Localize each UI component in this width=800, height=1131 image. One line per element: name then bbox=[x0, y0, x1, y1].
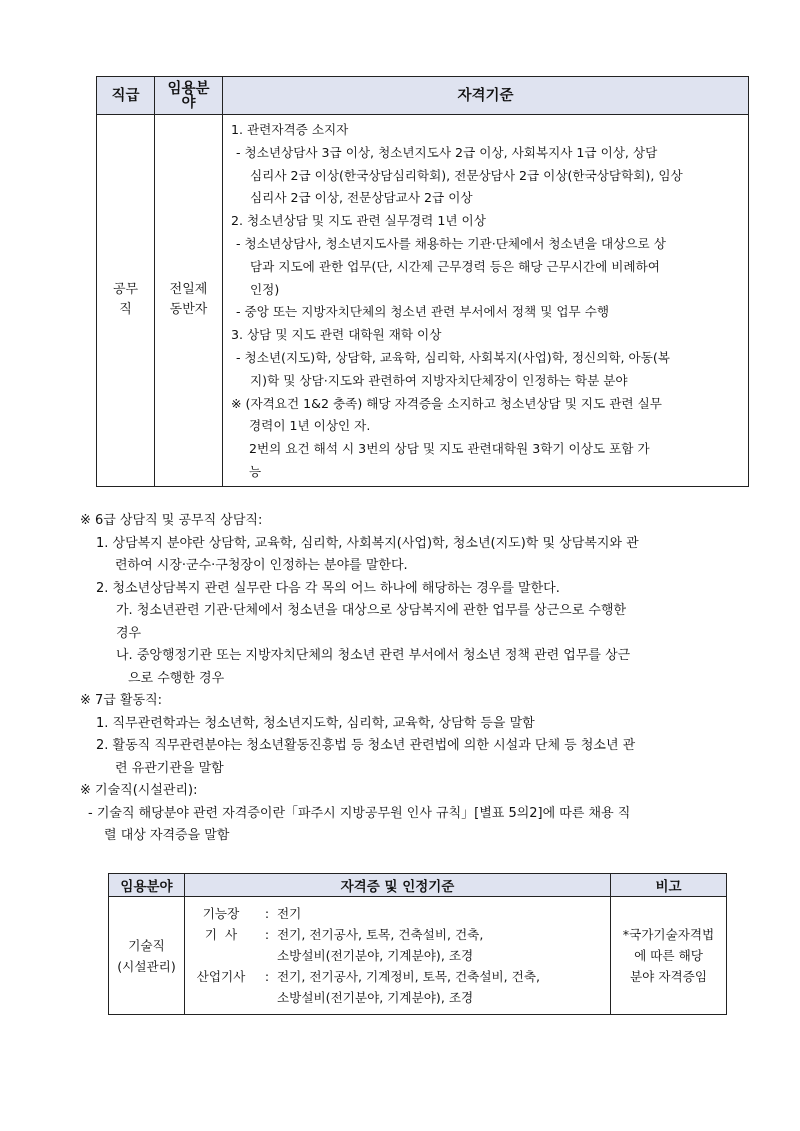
criteria-cell bbox=[223, 115, 749, 487]
cert-colon: : bbox=[264, 906, 270, 921]
note-heading: ※ 기술직(시설관리): bbox=[80, 783, 198, 798]
cert-fields: 전기 bbox=[277, 906, 302, 921]
cert-level bbox=[185, 945, 257, 966]
criteria-line: 능 bbox=[249, 463, 262, 479]
header-field-line2: 야 bbox=[181, 94, 196, 111]
note-heading: ※ 6급 상담직 및 공무직 상담직: bbox=[80, 513, 263, 528]
cert-row bbox=[185, 945, 610, 966]
header-criteria: 자격기준 bbox=[223, 77, 749, 115]
note-line: 경우 bbox=[116, 625, 142, 641]
criteria-line: 심리사 2급 이상, 전문상담교사 2급 이상 bbox=[250, 190, 473, 206]
note-line: 련하여 시장·군수·구청장이 인정하는 분야를 말한다. bbox=[115, 558, 408, 573]
cert-level: 산업기사 bbox=[196, 969, 246, 984]
header-remarks: 비고 bbox=[611, 874, 727, 897]
notes-section bbox=[80, 510, 740, 848]
note-heading: ※ 7급 활동직: bbox=[80, 693, 163, 708]
cert-row bbox=[185, 987, 610, 1008]
header-grade: 직급 bbox=[97, 77, 155, 115]
note-line: 2. 활동직 직무관련분야는 청소년활동진흥법 등 청소년 관련법에 의한 시설과 단체 등 청소년 관 bbox=[96, 738, 636, 753]
field-line2: (시설관리) bbox=[117, 958, 176, 974]
criteria-line: 1. 관련자격증 소지자 bbox=[231, 122, 349, 137]
header-certification: 자격증 및 인정기준 bbox=[185, 874, 611, 897]
grade-line2: 직 bbox=[119, 302, 132, 318]
remarks-line2: 에 따른 해당 bbox=[634, 948, 703, 963]
note-line: 나. 중앙행정기관 또는 지방자치단체의 청소년 관련 부서에서 청소년 정책 관련 업무를 상근 bbox=[116, 648, 631, 663]
grade-cell bbox=[97, 115, 155, 487]
criteria-line: 지)학 및 상담·지도와 관련하여 지방자치단체장이 인정하는 학분 분야 bbox=[250, 372, 628, 388]
remarks-line1: *국가기술자격법 bbox=[622, 927, 715, 942]
cert-fields: 전기, 전기공사, 토목, 건축설비, 건축, bbox=[277, 927, 484, 942]
cert-level: 기 사 bbox=[204, 927, 238, 942]
cert-level bbox=[185, 987, 257, 1008]
note-line: 련 유관기관을 말함 bbox=[115, 760, 224, 776]
field-line2: 동반자 bbox=[169, 302, 208, 318]
criteria-line: 2. 청소년상담 및 지도 관련 실무경력 1년 이상 bbox=[231, 213, 486, 229]
appointment-field-cell bbox=[109, 897, 185, 1015]
table-row bbox=[109, 897, 727, 1015]
grade-line1: 공무 bbox=[112, 282, 139, 298]
cert-row bbox=[185, 903, 610, 924]
note-line: 1. 직무관련학과는 청소년학, 청소년지도학, 심리학, 교육학, 상담학 등을 말함 bbox=[96, 715, 535, 731]
cert-level: 기능장 bbox=[202, 906, 240, 921]
qualification-table bbox=[96, 76, 749, 487]
note-line: 1. 상담복지 분야란 상담학, 교육학, 심리학, 사회복지(사업)학, 청소년(지도)학 및 상담복지와 관 bbox=[96, 535, 639, 551]
criteria-line: - 청소년(지도)학, 상담학, 교육학, 심리학, 사회복지(사업)학, 정신의학, 아동(복 bbox=[236, 349, 670, 365]
table-row bbox=[97, 115, 749, 487]
criteria-line: - 중앙 또는 지방자치단체의 청소년 관련 부서에서 정책 및 업무 수행 bbox=[236, 304, 610, 320]
certification-table-header bbox=[109, 874, 727, 897]
field-cell bbox=[155, 115, 223, 487]
note-line: - 기술직 해당분야 관련 자격증이란「파주시 지방공무원 인사 규칙」[별표 5의2]에 따른 채용 직 bbox=[88, 805, 631, 821]
cert-colon bbox=[257, 945, 277, 966]
remarks-line3: 분야 자격증임 bbox=[630, 969, 707, 984]
criteria-line: 담과 지도에 관한 업무(단, 시간제 근무경력 등은 해당 근무시간에 비례하여 bbox=[250, 258, 660, 274]
note-line: 렬 대상 자격증을 말함 bbox=[104, 828, 230, 843]
cert-fields: 소방설비(전기분야, 기계분야), 조경 bbox=[277, 990, 474, 1005]
field-line1: 전일제 bbox=[169, 282, 208, 298]
cert-row bbox=[185, 924, 610, 945]
criteria-line: 3. 상담 및 지도 관련 대학원 재학 이상 bbox=[231, 327, 442, 343]
criteria-line: 인정) bbox=[250, 281, 280, 297]
criteria-line: ※ (자격요건 1&2 충족) 해당 자격증을 소지하고 청소년상담 및 지도 관련 실무 bbox=[231, 395, 662, 411]
criteria-line: - 청소년상담사, 청소년지도사를 채용하는 기관·단체에서 청소년을 대상으로 상 bbox=[236, 235, 666, 251]
criteria-line: 2번의 요건 해석 시 3번의 상담 및 지도 관련대학원 3학기 이상도 포함 가 bbox=[249, 441, 650, 457]
note-line: 2. 청소년상담복지 관련 실무란 다음 각 목의 어느 하나에 해당하는 경우를 말한다. bbox=[96, 580, 560, 596]
header-field bbox=[155, 77, 223, 115]
header-appointment-field: 임용분야 bbox=[109, 874, 185, 897]
cert-row bbox=[185, 966, 610, 987]
qualification-table-header bbox=[97, 77, 749, 115]
note-line: 으로 수행한 경우 bbox=[128, 670, 225, 686]
criteria-line: - 청소년상담사 3급 이상, 청소년지도사 2급 이상, 사회복지사 1급 이상, 상담 bbox=[236, 144, 658, 160]
remarks-cell bbox=[611, 897, 727, 1015]
criteria-line: 경력이 1년 이상인 자. bbox=[249, 418, 371, 434]
field-line1: 기술직 bbox=[128, 937, 165, 953]
cert-fields: 전기, 전기공사, 기계정비, 토목, 건축설비, 건축, bbox=[277, 969, 541, 984]
note-line: 가. 청소년관련 기관·단체에서 청소년을 대상으로 상담복지에 관한 업무를 상근으로 수행한 bbox=[116, 603, 627, 618]
cert-colon: : bbox=[264, 969, 270, 984]
certification-table bbox=[108, 873, 727, 1015]
certification-cell bbox=[185, 897, 611, 1015]
criteria-line: 심리사 2급 이상(한국상담심리학회), 전문상담사 2급 이상(한국상담학회), 임상 bbox=[250, 167, 683, 183]
cert-colon bbox=[257, 987, 277, 1008]
header-field-line1: 임용분 bbox=[167, 80, 210, 97]
cert-fields: 소방설비(전기분야, 기계분야), 조경 bbox=[277, 948, 474, 963]
cert-colon: : bbox=[264, 927, 270, 942]
